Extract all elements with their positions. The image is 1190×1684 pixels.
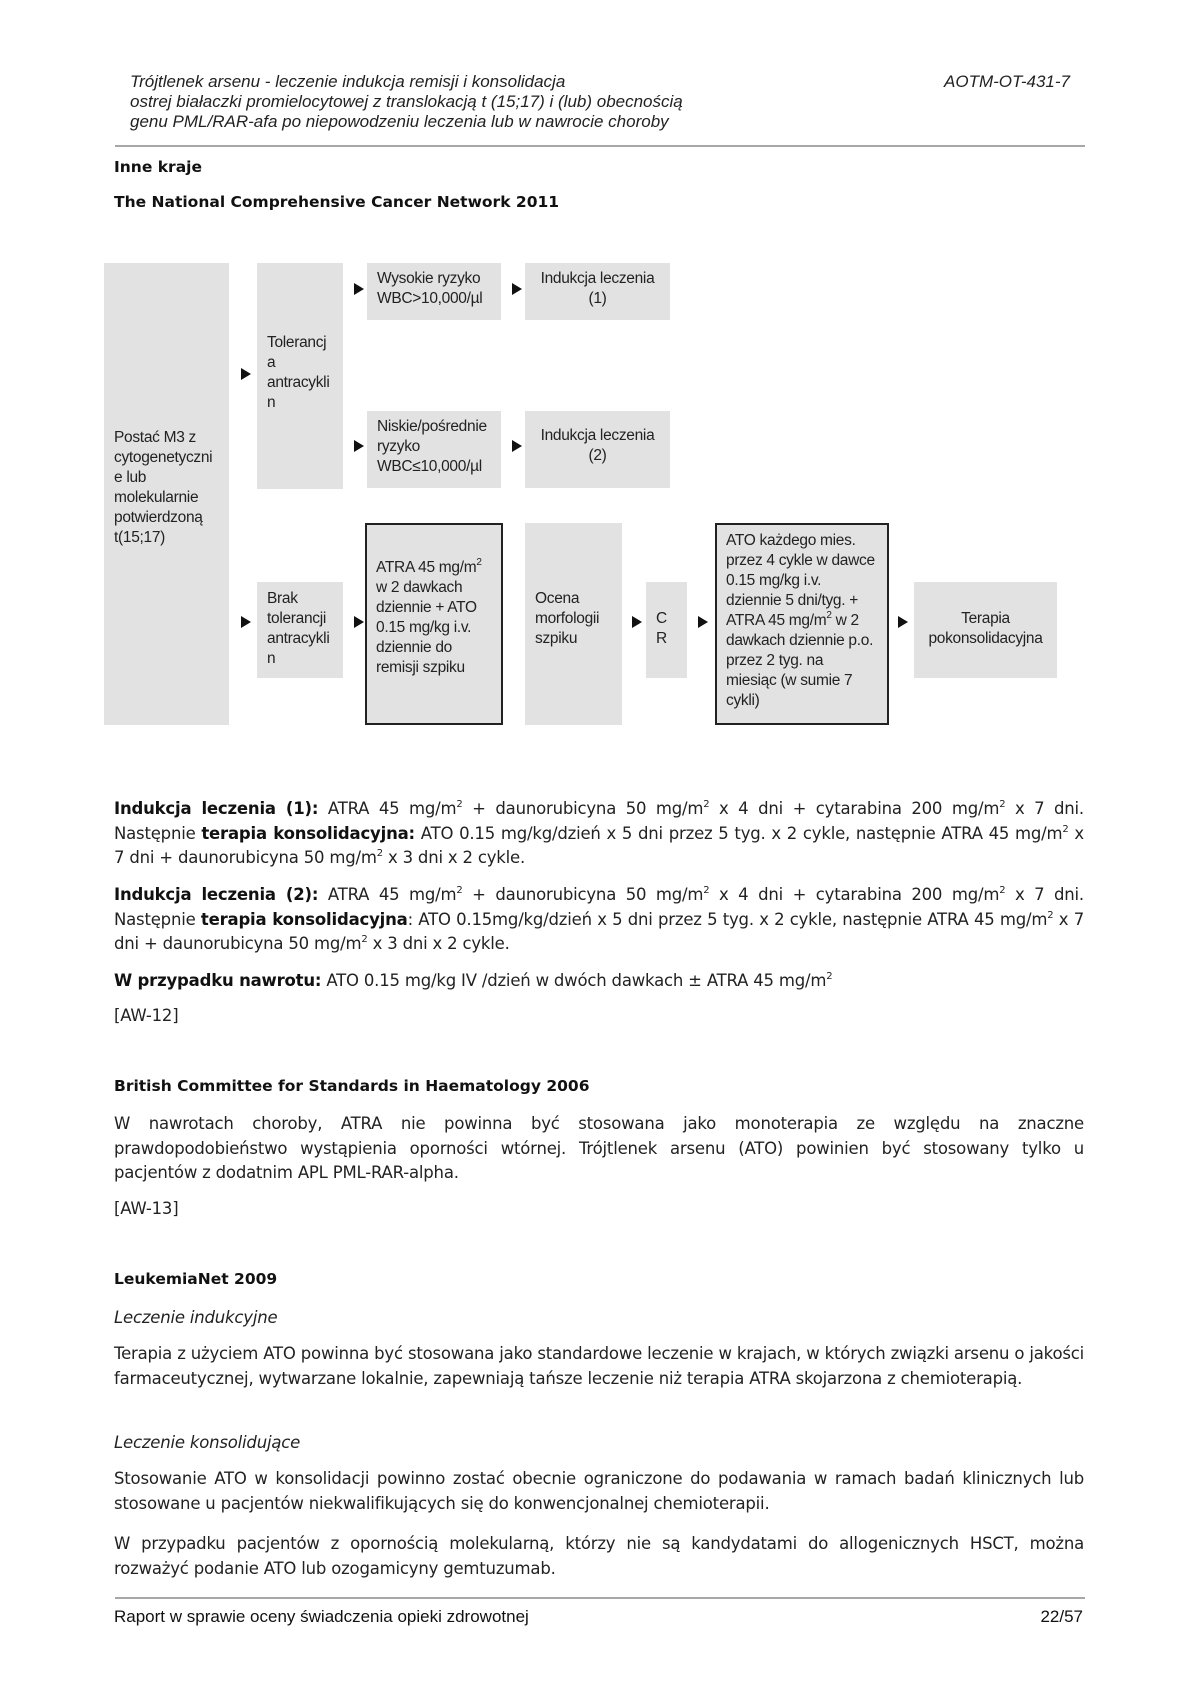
- box-text: Tolerancj a antracykli n: [267, 334, 330, 411]
- page-number: 22/57: [1040, 1607, 1083, 1626]
- induction-2-paragraph: Indukcja leczenia (2): ATRA 45 $mg/m^2$ + daunorubicyna 50 $mg/m^2$ x 4 dni + cytarabina 200 $mg/m^2$ x 7 dni. Następnie terapia konsolidacyjna: ATO 0.15mg/kg/dzień x 5 dni przez 5 tyg. x 2 cykle, następnie ATRA 45 $mg/m^2$ x 7 dni + daunorubicyna 50 $mg/m^2$ x 3 dni x 2 cykle.: [114, 885, 1084, 953]
- box-text: Terapia pokonsolidacyjna: [928, 610, 1043, 647]
- atra-ato-induction-box: [365, 523, 503, 725]
- reference-aw-12: [AW-12]: [114, 1006, 179, 1025]
- box-text: Niskie/pośrednie ryzyko WBC≤10,000/µl: [377, 418, 487, 475]
- post-consolidation-box: [914, 582, 1057, 678]
- box-text: Ocena morfologii szpiku: [535, 590, 600, 647]
- bcsh-paragraph: W nawrotach choroby, ATRA nie powinna być stosowana jako monoterapia ze względu na znaczne prawdopodobieństwo wystąpienia oporności wtórnej. Trójtlenek arsenu (ATO) powinien być stosowany tylko u pacjentów z dodatnim APL PML-RAR-alpha.: [114, 1114, 1084, 1182]
- box-text: Brak tolerancji antracykli n: [267, 590, 330, 667]
- cr-box: [646, 582, 687, 678]
- header-title: [130, 72, 770, 132]
- arrow-right-icon: [898, 616, 908, 628]
- arrow-right-icon: [354, 283, 364, 295]
- induction-2-box: [525, 411, 670, 488]
- header-divider: [115, 145, 1085, 147]
- header-title-line: ostrej białaczki promielocytowej z translokacją t (15;17) i (lub) obecnością: [130, 92, 683, 111]
- header-title-line: genu PML/RAR-afa po niepowodzeniu leczenia lub w nawrocie choroby: [130, 112, 669, 131]
- consolidation-subheading: Leczenie konsolidujące: [114, 1433, 301, 1452]
- header-title-line: Trójtlenek arsenu - leczenie indukcja remisji i konsolidacja: [130, 72, 566, 91]
- arrow-right-icon: [512, 283, 522, 295]
- high-risk-box: [367, 263, 501, 320]
- ato-atra-consolidation-box: [715, 523, 889, 725]
- arrow-right-icon: [241, 616, 251, 628]
- box-text: Indukcja leczenia (2): [540, 427, 655, 464]
- induction-1-box: [525, 263, 670, 320]
- bcsh-heading: British Committee for Standards in Haematology 2006: [114, 1077, 590, 1095]
- box-text: ATRA 45 $mg/m^2$ w 2 dawkach dziennie + ATO 0.15 mg/kg i.v. dziennie do remisji szpiku: [376, 557, 482, 676]
- box-text: Wysokie ryzyko WBC>10,000/µl: [377, 270, 483, 307]
- arrow-right-icon: [354, 440, 364, 452]
- leukemianet-consolidation-paragraph: Stosowanie ATO w konsolidacji powinno zostać obecnie ograniczone do podawania w ramach badań klinicznych lub stosowane u pacjentów niekwalifikujących się do konwencjonalnej chemioterapii.: [114, 1469, 1084, 1513]
- footer-divider: [115, 1597, 1085, 1599]
- marrow-assessment-box: [525, 523, 622, 725]
- arrow-right-icon: [512, 440, 522, 452]
- section-heading-other-countries: Inne kraje: [114, 158, 202, 176]
- anthracycline-tolerance-box: [257, 263, 343, 489]
- footer-report-title: Raport w sprawie oceny świadczenia opieki zdrowotnej: [114, 1607, 529, 1626]
- no-anthracycline-tolerance-box: [257, 582, 343, 678]
- leukemianet-induction-paragraph: Terapia z użyciem ATO powinna być stosowana jako standardowe leczenie w krajach, w których związki arsenu o jakości farmaceutycznej, wytwarzane lokalnie, zapewniają tańsze leczenie niż terapia ATRA skojarzona z chemioterapią.: [114, 1344, 1084, 1388]
- arrow-right-icon: [241, 368, 251, 380]
- box-text: ATO każdego mies. przez 4 cykle w dawce 0.15 mg/kg i.v. dziennie 5 dni/tyg. + ATRA 45 $mg/m^2$ w 2 dawkach dziennie p.o. przez 2 tyg. na miesiąc (w sumie 7 cykli): [726, 532, 875, 709]
- leukemianet-heading: LeukemiaNet 2009: [114, 1270, 278, 1288]
- induction-subheading: Leczenie indukcyjne: [114, 1308, 278, 1327]
- arrow-right-icon: [354, 616, 364, 628]
- induction-1-paragraph: Indukcja leczenia (1): ATRA 45 $mg/m^2$ + daunorubicyna 50 $mg/m^2$ x 4 dni + cytarabina 200 $mg/m^2$ x 7 dni. Następnie terapia konsolidacyjna: ATO 0.15 mg/kg/dzień x 5 dni przez 5 tyg. x 2 cykle, następnie ATRA 45 $mg/m^2$ x 7 dni + daunorubicyna 50 $mg/m^2$ x 3 dni x 2 cykle.: [114, 799, 1084, 867]
- m3-diagnosis-box: [104, 263, 229, 725]
- box-text: C R: [656, 610, 667, 647]
- arrow-right-icon: [698, 616, 708, 628]
- document-code: AOTM-OT-431-7: [944, 72, 1070, 91]
- low-risk-box: [367, 411, 501, 488]
- reference-aw-13: [AW-13]: [114, 1199, 179, 1218]
- relapse-paragraph: W przypadku nawrotu: ATO 0.15 mg/kg IV /dzień w dwóch dawkach ± ATRA 45 $mg/m^2$: [114, 971, 833, 990]
- nccn-heading: The National Comprehensive Cancer Network 2011: [114, 193, 560, 211]
- leukemianet-resistance-paragraph: W przypadku pacjentów z opornością molekularną, którzy nie są kandydatami do allogenicznych HSCT, można rozważyć podanie ATO lub ozogamicyny gemtuzumab.: [114, 1534, 1084, 1578]
- arrow-right-icon: [632, 616, 642, 628]
- box-text: Indukcja leczenia (1): [540, 270, 655, 307]
- box-text: Postać M3 z cytogenetyczni e lub molekularnie potwierdzoną t(15;17): [114, 429, 213, 546]
